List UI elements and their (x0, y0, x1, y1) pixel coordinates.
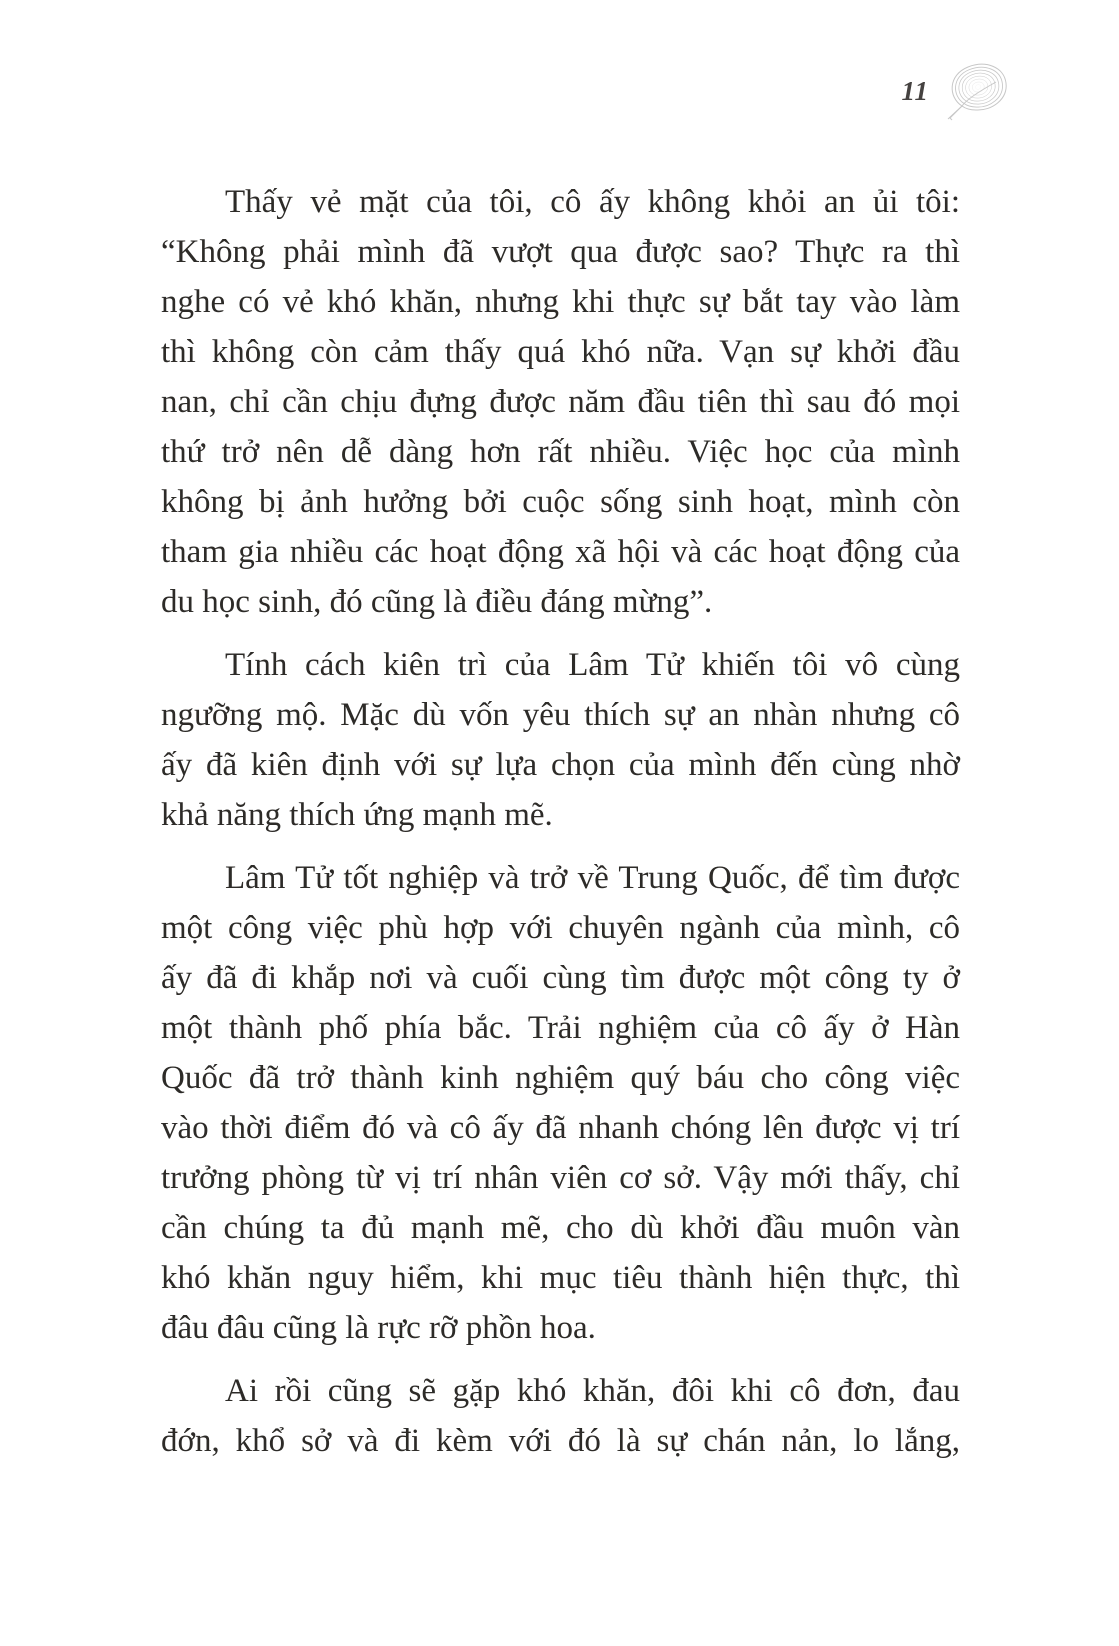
text-line: “Không phải mình đã vượt qua được sao? Thực ra thì (161, 234, 960, 270)
page-number: 11 (901, 76, 929, 106)
text-line: đớn, khổ sở và đi kèm với đó là sự chán nản, lo lắng, (161, 1423, 960, 1459)
leaf-icon (942, 58, 1012, 122)
text-line: khả năng thích ứng mạnh mẽ. (161, 797, 553, 833)
text-line: ấy đã kiên định với sự lựa chọn của mình đến cùng nhờ (161, 747, 960, 783)
text-line: một công việc phù hợp với chuyên ngành của mình, cô (161, 910, 960, 946)
text-line: nan, chỉ cần chịu đựng được năm đầu tiên thì sau đó mọi (161, 384, 960, 420)
text-line: cần chúng ta đủ mạnh mẽ, cho dù khởi đầu muôn vàn (161, 1210, 960, 1246)
paragraph (161, 177, 960, 627)
text-line: thứ trở nên dễ dàng hơn rất nhiều. Việc học của mình (161, 434, 960, 470)
text-line: nghe có vẻ khó khăn, nhưng khi thực sự bắt tay vào làm (161, 284, 960, 320)
text-line: Tính cách kiên trì của Lâm Tử khiến tôi vô cùng (225, 647, 960, 683)
text-line: Thấy vẻ mặt của tôi, cô ấy không khỏi an ủi tôi: (225, 184, 960, 220)
text-line: không bị ảnh hưởng bởi cuộc sống sinh hoạt, mình còn (161, 484, 960, 520)
paragraph (161, 853, 960, 1353)
text-line: Lâm Tử tốt nghiệp và trở về Trung Quốc, để tìm được (225, 860, 960, 896)
text-line: du học sinh, đó cũng là điều đáng mừng”. (161, 584, 713, 620)
text-line: khó khăn nguy hiểm, khi mục tiêu thành hiện thực, thì (161, 1260, 960, 1296)
body-text (161, 177, 960, 1466)
text-line: vào thời điểm đó và cô ấy đã nhanh chóng lên được vị trí (161, 1110, 960, 1146)
text-line: Quốc đã trở thành kinh nghiệm quý báu cho công việc (161, 1060, 960, 1096)
text-line: trưởng phòng từ vị trí nhân viên cơ sở. Vậy mới thấy, chỉ (161, 1160, 960, 1196)
paragraph (161, 1366, 960, 1466)
text-line: tham gia nhiều các hoạt động xã hội và các hoạt động của (161, 534, 960, 570)
text-line: thì không còn cảm thấy quá khó nữa. Vạn sự khởi đầu (161, 334, 960, 370)
text-line: đâu đâu cũng là rực rỡ phồn hoa. (161, 1310, 596, 1346)
paragraph (161, 640, 960, 840)
text-line: Ai rồi cũng sẽ gặp khó khăn, đôi khi cô đơn, đau (225, 1373, 960, 1409)
text-line: ấy đã đi khắp nơi và cuối cùng tìm được một công ty ở (161, 960, 960, 996)
text-line: một thành phố phía bắc. Trải nghiệm của cô ấy ở Hàn (161, 1010, 960, 1046)
text-line: ngưỡng mộ. Mặc dù vốn yêu thích sự an nhàn nhưng cô (161, 697, 960, 733)
